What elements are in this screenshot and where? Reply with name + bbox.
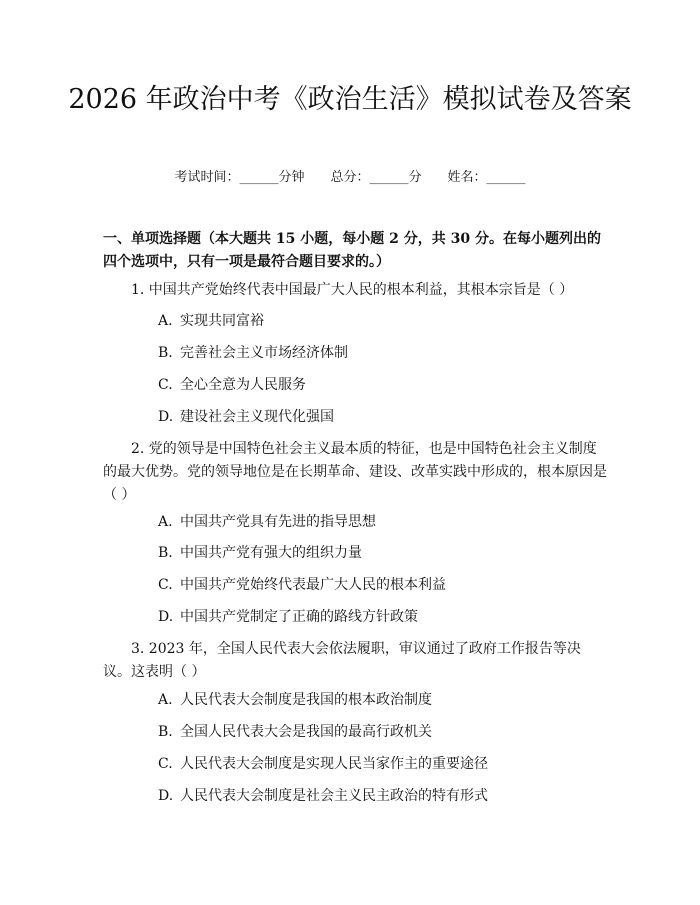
- question-option: [158, 343, 608, 363]
- total-score-field: 总分：______分: [330, 170, 422, 185]
- option-text: 中国共产党有强大的组织力量: [180, 545, 362, 561]
- option-text: 实现共同富裕: [180, 313, 264, 329]
- question-option: [158, 375, 608, 395]
- option-text: 人民代表大会制度是实现人民当家作主的重要途径: [180, 756, 488, 772]
- exam-time-field: 考试时间：______分钟: [174, 170, 305, 185]
- option-text: 人民代表大会制度是我国的根本政治制度: [180, 692, 432, 708]
- question-option: [158, 754, 608, 774]
- option-letter: B.: [158, 545, 173, 561]
- option-letter: D.: [158, 409, 174, 425]
- page-title: 2026 年政治中考《政治生活》模拟试卷及答案: [68, 84, 632, 115]
- option-text: 全心全意为人民服务: [180, 377, 306, 393]
- option-text: 中国共产党始终代表最广大人民的根本利益: [180, 577, 446, 593]
- option-letter: C.: [158, 377, 173, 393]
- question-option: [158, 311, 608, 331]
- option-letter: A.: [158, 692, 173, 708]
- option-text: 人民代表大会制度是社会主义民主政治的特有形式: [180, 788, 488, 804]
- option-text: 完善社会主义市场经济体制: [180, 345, 348, 361]
- option-letter: A.: [158, 313, 173, 329]
- option-letter: C.: [158, 756, 173, 772]
- question-option: [158, 786, 608, 806]
- option-letter: C.: [158, 577, 173, 593]
- option-letter: B.: [158, 724, 173, 740]
- option-text: 中国共产党制定了正确的路线方针政策: [180, 609, 418, 625]
- option-text: 中国共产党具有先进的指导思想: [180, 514, 376, 530]
- option-letter: A.: [158, 514, 173, 530]
- question-option: [158, 543, 608, 563]
- question-stem: 1. 中国共产党始终代表中国最广大人民的根本利益，其根本宗旨是（ ）: [131, 282, 574, 298]
- question-option: [158, 607, 608, 627]
- question-option: [158, 722, 608, 742]
- question-option: [158, 407, 608, 427]
- option-letter: B.: [158, 345, 173, 361]
- exam-meta: [0, 168, 700, 188]
- question-stem: 2. 党的领导是中国特色社会主义最本质的特征，也是中国特色社会主义制度的最大优势。党的领导地位是在长期革命、建设、改革实践中形成的，根本原因是（ ）: [103, 441, 607, 503]
- section-heading: 一、单项选择题（本大题共 15 小题，每小题 2 分，共 30 分。在每小题列出的四个选项中，只有一项是最符合题目要求的。）: [103, 231, 601, 270]
- student-name-field: 姓名：______: [447, 170, 526, 185]
- option-text: 全国人民代表大会是我国的最高行政机关: [180, 724, 432, 740]
- question-option: [158, 690, 608, 710]
- question-stem: 3. 2023 年，全国人民代表大会依法履职，审议通过了政府工作报告等决议。这表明（ ）: [103, 641, 581, 680]
- option-letter: D.: [158, 609, 174, 625]
- question-option: [158, 575, 608, 595]
- question-option: [158, 512, 608, 532]
- option-text: 建设社会主义现代化强国: [180, 409, 334, 425]
- option-letter: D.: [158, 788, 174, 804]
